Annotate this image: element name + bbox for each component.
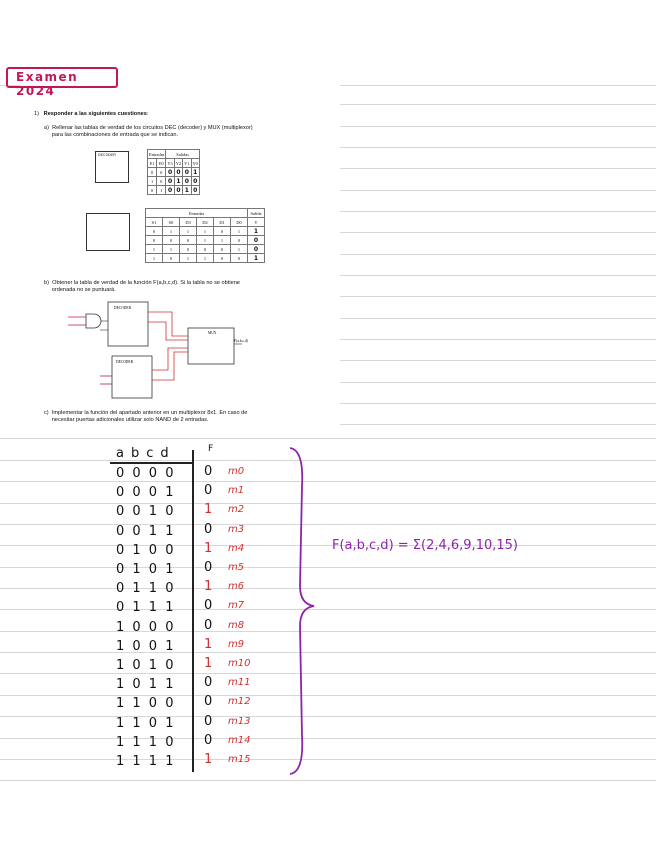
mux-symbol-a: [86, 213, 130, 251]
dec-cell: 0: [191, 186, 199, 195]
dec-header-cell: Y3: [167, 160, 173, 166]
mux-cell: 0: [214, 245, 231, 254]
decoder-symbol-a: DECODER: [95, 151, 129, 183]
mux-output-label: F(a,b,c,d): [234, 339, 248, 343]
mux-cell: 0: [180, 245, 197, 254]
mux-cell: 0: [163, 254, 180, 263]
mux-cell: 0: [214, 227, 231, 236]
f-value: 0: [204, 560, 213, 575]
f-value: 1: [204, 752, 213, 767]
minterm-label: m4: [228, 542, 245, 554]
f-value: 0: [204, 694, 213, 710]
curly-brace: [286, 446, 326, 776]
mux-cell: 1: [197, 236, 214, 245]
mux-header-cell: S1: [146, 218, 163, 227]
mux-cell: 1: [180, 227, 197, 236]
f-value: 1: [204, 502, 213, 518]
truth-table-row: [116, 732, 251, 751]
minterm-label: m2: [228, 504, 245, 516]
input-combination: 0 1 0 1: [116, 562, 176, 577]
mux-label: MUX: [208, 331, 217, 335]
f-value: 0: [204, 598, 213, 614]
truth-table-row: [116, 617, 245, 636]
table-row: [146, 236, 265, 245]
table-row: [148, 177, 200, 186]
input-combination: 1 1 1 0: [116, 734, 176, 750]
mux-group-entradas: Entradas: [146, 209, 248, 218]
minterm-label: m11: [228, 677, 251, 689]
mux-header-cell: D3: [180, 218, 197, 227]
mux-cell: 1: [163, 245, 180, 254]
mux-truth-table: [145, 208, 265, 263]
f-value: 0: [204, 713, 213, 729]
question-c-text: c) Implementar la función del apartado anterior en un multiplexor 8x1. En caso de necesitar puertas adicionales utilizar solo NAND de 2 entradas.: [44, 410, 248, 423]
input-combination: 1 0 1 1: [116, 677, 176, 693]
truth-table-row: [116, 636, 245, 655]
f-column-header: F: [208, 444, 214, 454]
dec-cell: 1: [174, 177, 182, 186]
f-value: 1: [204, 540, 213, 556]
truth-table-row: [116, 656, 251, 674]
circuit-diagram: [60, 300, 270, 400]
f-value: 1: [204, 656, 213, 671]
f-value: 1: [204, 579, 213, 595]
mux-cell: 1: [214, 236, 231, 245]
question-b-text: b) Obtener la tabla de verdad de la función F(a,b,c,d). Si la tabla no se obtiene ordenada no se puntuará.: [44, 280, 240, 293]
dec-header-cell: E1: [148, 159, 157, 168]
mux-header-cell: D2: [197, 218, 214, 227]
f-value: 0: [204, 464, 213, 479]
exam-title: Examen 2024: [16, 70, 79, 98]
minterm-label: m15: [228, 754, 251, 765]
truth-table-row: [116, 521, 245, 540]
truth-table-row: [116, 675, 251, 693]
exam-title-box: [6, 67, 118, 98]
dec-cell: 0: [157, 177, 166, 186]
input-combination: 0 1 0 0: [116, 542, 176, 558]
dec-truth-table: [147, 149, 200, 195]
mux-group-salida: Salida: [248, 209, 265, 218]
f-value: 0: [204, 732, 213, 748]
truth-header-d: d: [160, 446, 173, 461]
and-gate: [86, 314, 101, 328]
mux-cell: 1: [248, 227, 265, 236]
input-combination: 1 0 1 0: [116, 658, 176, 673]
minterm-label: m5: [228, 562, 245, 573]
input-combination: 0 0 1 1: [116, 523, 176, 539]
truth-table-row: [116, 598, 245, 616]
question-heading: Responder a las siguientes cuestiones: [43, 111, 147, 117]
mux-cell: 0: [146, 236, 163, 245]
mux-cell: 1: [197, 227, 214, 236]
function-expression: F(a,b,c,d) = Σ(2,4,6,9,10,15): [332, 538, 518, 553]
minterm-label: m10: [228, 658, 251, 669]
dec-cell: 0: [166, 177, 174, 186]
truth-table-row: [116, 579, 245, 597]
mux-cell: 1: [197, 254, 214, 263]
input-combination: 1 0 0 1: [116, 638, 176, 654]
f-value: 0: [204, 483, 213, 499]
table-row: [146, 227, 265, 236]
input-combination: 1 1 0 0: [116, 696, 176, 712]
truth-header-c: c: [146, 446, 158, 461]
mux-cell: 0: [248, 236, 265, 245]
dec-cell: 0: [174, 186, 182, 195]
dec-cell: 1: [157, 186, 166, 195]
question-a-text: a) Rellenar las tablas de verdad de los circuitos DEC (decoder) y MUX (multiplexor) para las combinaciones de entrada que se indican.: [44, 125, 253, 138]
dec-cell: 1: [191, 168, 199, 177]
input-combination: 1 1 1 1: [116, 754, 176, 769]
input-combination: 0 0 0 0: [116, 466, 176, 481]
minterm-label: m7: [228, 600, 245, 612]
question-number: 1): [34, 111, 39, 117]
dec-cell: 0: [174, 168, 182, 177]
minterm-label: m6: [228, 581, 245, 593]
truth-table-row: [116, 540, 245, 559]
truth-header-a: a: [116, 446, 128, 461]
dec-header-cell: Y2: [175, 160, 182, 166]
truth-table-row: [116, 502, 245, 520]
dec-cell: 1: [148, 177, 157, 186]
mux-cell: 0: [146, 227, 163, 236]
mux-cell: 0: [231, 236, 248, 245]
f-value: 0: [204, 675, 213, 691]
mux-cell: 1: [146, 254, 163, 263]
dec-cell: 0: [148, 186, 157, 195]
truth-table-row: [116, 464, 245, 482]
mux-cell: 1: [231, 245, 248, 254]
mux-cell: 1: [231, 227, 248, 236]
dec-header-cell: Y1: [184, 160, 190, 166]
table-row: [146, 245, 265, 254]
input-combination: 0 1 1 1: [116, 600, 176, 616]
dec-cell: 0: [166, 168, 174, 177]
mux-cell: 1: [146, 245, 163, 254]
mux-cell: 1: [163, 227, 180, 236]
dec-cell: 0: [166, 186, 174, 195]
minterm-label: m9: [228, 638, 245, 650]
mux-cell: 0: [163, 236, 180, 245]
dec-group-entradas: Entradas: [149, 151, 165, 157]
minterm-label: m0: [228, 466, 245, 477]
dec-cell: 1: [183, 186, 191, 195]
mux-cell: 1: [180, 254, 197, 263]
input-combination: 1 1 0 1: [116, 715, 176, 731]
table-row: [146, 254, 265, 263]
dec-cell: 0: [148, 168, 157, 177]
truth-table-row: [116, 694, 251, 712]
mux-header-cell: Y: [248, 218, 265, 227]
input-combination: 0 0 1 0: [116, 504, 176, 520]
table-row: [148, 168, 200, 177]
mux-header-cell: S0: [163, 218, 180, 227]
minterm-label: m12: [228, 696, 251, 708]
minterm-label: m3: [228, 523, 245, 535]
dec-cell: 0: [191, 177, 199, 186]
dec-header-cell: Y0: [192, 160, 198, 166]
decoder-top-label: DECODER: [114, 306, 131, 310]
dec-cell: 0: [183, 168, 191, 177]
dec-cell: 0: [157, 168, 166, 177]
input-combination: 0 0 0 1: [116, 485, 176, 501]
column-divider: [192, 450, 194, 772]
f-value: 0: [204, 521, 213, 537]
mux-header-cell: D0: [231, 218, 248, 227]
f-value: 0: [204, 617, 213, 633]
dec-header-cell: E0: [157, 159, 166, 168]
table-row: [148, 186, 200, 195]
truth-table-row: [116, 560, 245, 578]
mux-cell: 0: [197, 245, 214, 254]
mux-cell: 0: [214, 254, 231, 263]
dec-group-salidas: Salidas: [166, 150, 200, 159]
truth-table-row: [116, 483, 245, 501]
minterm-label: m13: [228, 715, 251, 727]
truth-table-row: [116, 713, 251, 732]
input-combination: 1 0 0 0: [116, 619, 176, 635]
minterm-label: m14: [228, 734, 251, 746]
mux-header-cell: D1: [214, 218, 231, 227]
mux-cell: 0: [248, 245, 265, 254]
f-value: 1: [204, 636, 213, 652]
minterm-label: m1: [228, 485, 245, 497]
truth-header-b: b: [130, 446, 144, 461]
input-combination: 0 1 1 0: [116, 581, 176, 597]
minterm-label: m8: [228, 619, 245, 631]
question-1-heading: 1) Responder a las siguientes cuestiones:: [34, 111, 149, 117]
mux-cell: 1: [248, 254, 265, 263]
mux-cell: 0: [180, 236, 197, 245]
mux-cell: 0: [231, 254, 248, 263]
truth-table-header: [116, 446, 176, 461]
truth-table-row: [116, 752, 251, 770]
dec-cell: 0: [183, 177, 191, 186]
decoder-bottom-label: DECODER: [116, 360, 133, 364]
